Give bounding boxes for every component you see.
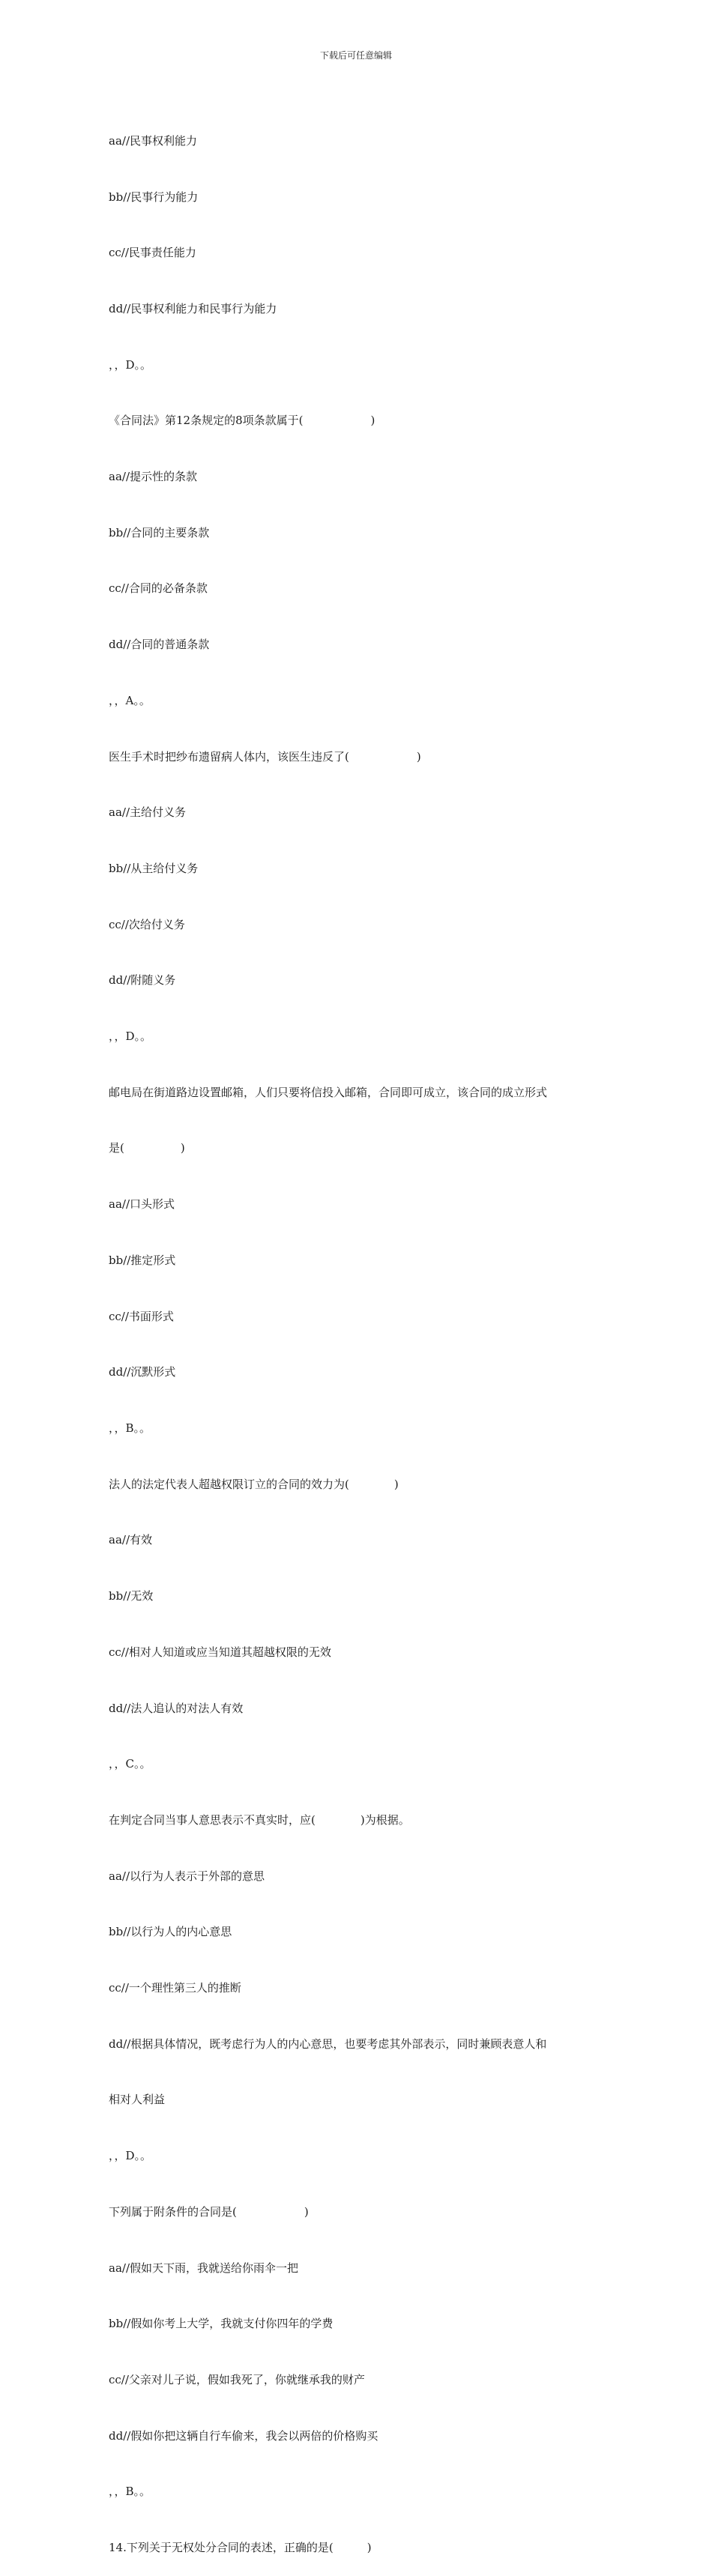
answer-line: ，，C。。	[109, 1757, 151, 1771]
text-line: cc//民事责任能力	[109, 246, 196, 260]
text-line: bb//假如你考上大学，我就支付你四年的学费	[109, 2317, 334, 2331]
text-line: cc//相对人知道或应当知道其超越权限的无效	[109, 1645, 331, 1659]
text-line: cc//父亲对儿子说，假如我死了，你就继承我的财产	[109, 2372, 365, 2386]
question-line: 14.下列关于无权处分合同的表述，正确的是( )	[109, 2541, 372, 2555]
text-line: dd//根据具体情况，既考虑行为人的内心意思，也要考虑其外部表示，同时兼顾表意人和	[109, 2037, 547, 2051]
answer-line: ，，D。。	[109, 2149, 152, 2163]
text-line: bb//民事行为能力	[109, 190, 199, 204]
page-header: 下载后可任意编辑	[319, 50, 392, 61]
text-line: aa//有效	[109, 1533, 152, 1547]
text-line: bb//合同的主要条款	[109, 525, 210, 539]
answer-line: ，，A。。	[109, 693, 151, 707]
text-line: cc//次给付义务	[109, 917, 185, 931]
text-line: dd//附随义务	[109, 973, 176, 988]
answer-line: ，，B。。	[109, 1421, 151, 1435]
question-line: 法人的法定代表人超越权限订立的合同的效力为( )	[109, 1477, 399, 1491]
text-line: 相对人利益	[109, 2093, 166, 2107]
text-line: aa//民事权利能力	[109, 133, 197, 148]
question-line: 是( )	[109, 1141, 185, 1155]
text-line: bb//以行为人的内心意思	[109, 1925, 232, 1939]
text-line: bb//从主给付义务	[109, 861, 199, 875]
text-line: dd//假如你把这辆自行车偷来，我会以两倍的价格购买	[109, 2428, 378, 2443]
text-line: aa//以行为人表示于外部的意思	[109, 1869, 265, 1883]
text-line: cc//合同的必备条款	[109, 581, 208, 596]
text-line: cc//一个理性第三人的推断	[109, 1981, 241, 1995]
answer-line: ，，D。。	[109, 357, 152, 372]
text-line: aa//口头形式	[109, 1197, 175, 1212]
text-line: dd//合同的普通条款	[109, 638, 210, 652]
text-line: cc//书面形式	[109, 1309, 174, 1323]
text-line: dd//民事权利能力和民事行为能力	[109, 301, 277, 315]
text-line: dd//沉默形式	[109, 1365, 176, 1379]
text-line: aa//主给付义务	[109, 805, 186, 820]
question-line: 《合同法》第12条规定的8项条款属于( )	[109, 414, 375, 428]
question-line: 邮电局在街道路边设置邮箱，人们只要将信投入邮箱，合同即可成立，该合同的成立形式	[109, 1085, 548, 1099]
answer-line: ，，D。。	[109, 1030, 152, 1044]
text-line: bb//推定形式	[109, 1253, 176, 1267]
question-line: 在判定合同当事人意思表示不真实时，应( )为根据。	[109, 1812, 410, 1827]
question-line: 医生手术时把纱布遗留病人体内，该医生违反了( )	[109, 749, 421, 764]
text-line: aa//假如天下雨，我就送给你雨伞一把	[109, 2261, 298, 2275]
document-body	[109, 94, 607, 2576]
answer-line: ，，B。。	[109, 2485, 151, 2499]
text-line: aa//提示性的条款	[109, 470, 197, 484]
text-line: dd//法人追认的对法人有效	[109, 1701, 244, 1715]
question-line: 下列属于附条件的合同是( )	[109, 2204, 309, 2219]
text-line: bb//无效	[109, 1589, 154, 1603]
